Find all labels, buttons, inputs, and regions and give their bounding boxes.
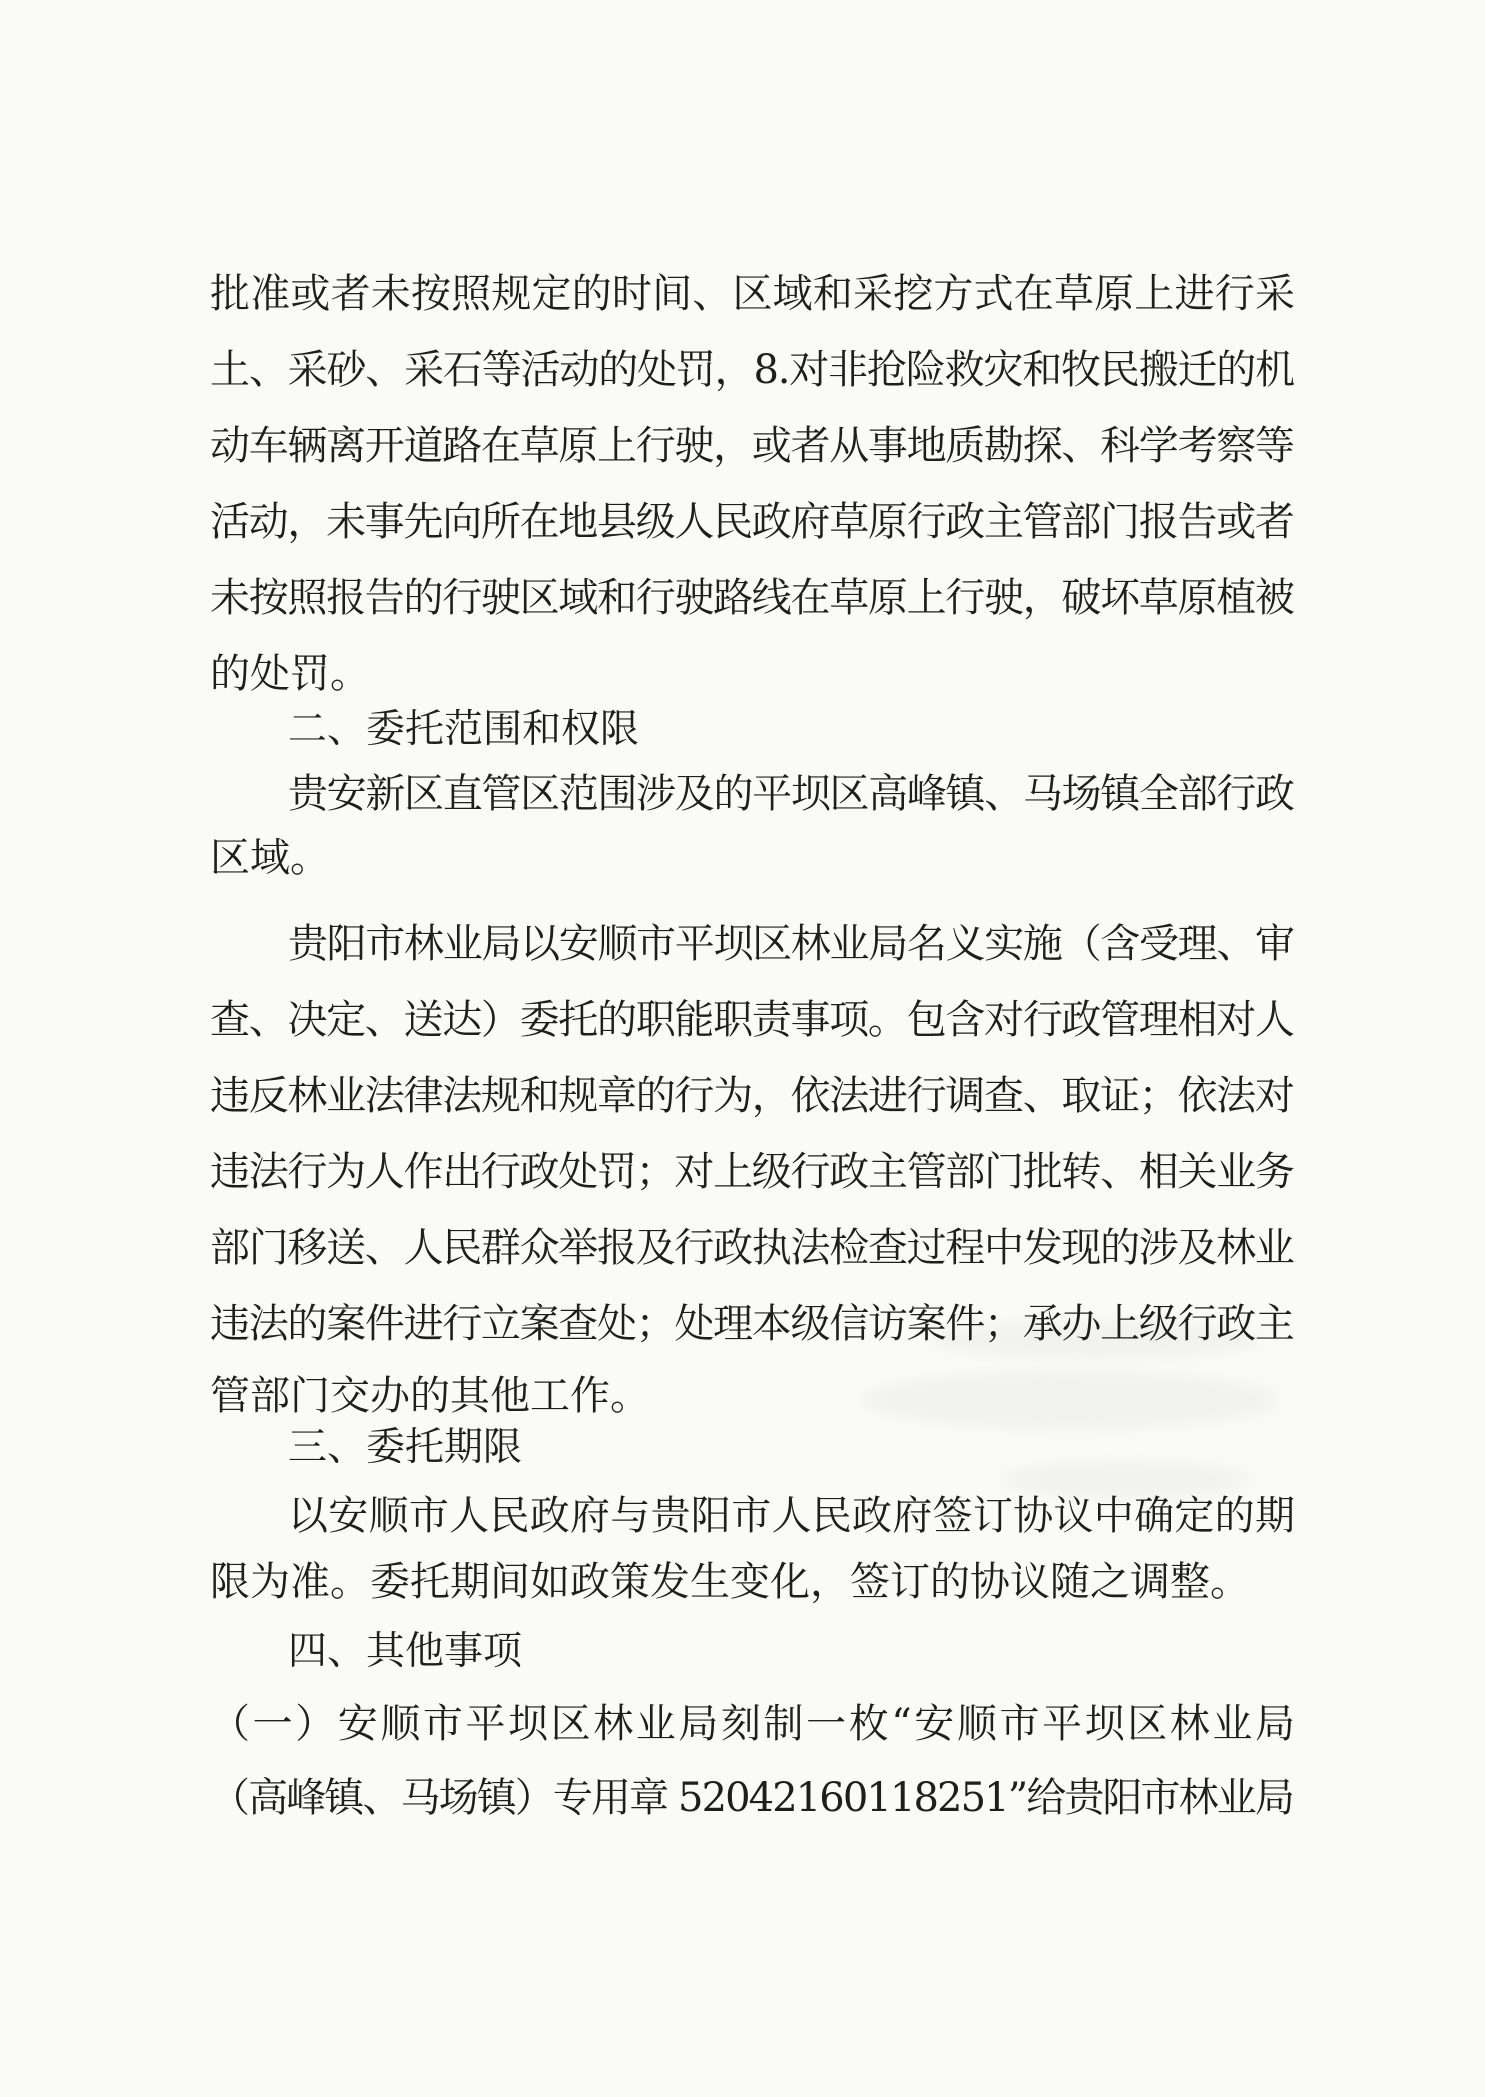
section-heading: 二、委托范围和权限	[288, 707, 640, 752]
body-line: 活动，未事先向所在地县级人民政府草原行政主管部门报告或者	[210, 499, 1294, 545]
body-line: 违法的案件进行立案查处；处理本级信访案件；承办上级行政主	[210, 1301, 1294, 1347]
body-line: 部门移送、人民群众举报及行政执法检查过程中发现的涉及林业	[210, 1225, 1294, 1271]
body-line: （一）安顺市平坝区林业局刻制一枚“安顺市平坝区林业局	[210, 1701, 1298, 1747]
body-line: 以安顺市人民政府与贵阳市人民政府签订协议中确定的期	[288, 1493, 1296, 1539]
body-line: 贵阳市林业局以安顺市平坝区林业局名义实施（含受理、审	[288, 921, 1294, 967]
body-line: 动车辆离开道路在草原上行驶，或者从事地质勘探、科学考察等	[210, 423, 1294, 469]
body-line: 贵安新区直管区范围涉及的平坝区高峰镇、马场镇全部行政	[288, 771, 1294, 817]
body-line: 土、采砂、采石等活动的处罚，8.对非抢险救灾和牧民搬迁的机	[210, 347, 1294, 393]
body-line: 的处罚。	[210, 651, 370, 697]
body-line: （高峰镇、马场镇）专用章 52042160118251”给贵阳市林业局	[210, 1775, 1293, 1821]
body-line: 违反林业法律法规和规章的行为，依法进行调查、取证；依法对	[210, 1073, 1294, 1119]
body-line: 未按照报告的行驶区域和行驶路线在草原上行驶，破坏草原植被	[210, 575, 1294, 621]
section-heading: 三、委托期限	[288, 1425, 523, 1470]
body-line: 查、决定、送达）委托的职能职责事项。包含对行政管理相对人	[210, 997, 1294, 1043]
body-line: 管部门交办的其他工作。	[210, 1373, 650, 1419]
body-line: 违法行为人作出行政处罚；对上级行政主管部门批转、相关业务	[210, 1149, 1294, 1195]
section-heading: 四、其他事项	[288, 1629, 523, 1674]
body-line: 批准或者未按照规定的时间、区域和采挖方式在草原上进行采	[210, 271, 1296, 317]
body-line: 区域。	[210, 835, 330, 881]
body-line: 限为准。委托期间如政策发生变化，签订的协议随之调整。	[210, 1559, 1250, 1605]
